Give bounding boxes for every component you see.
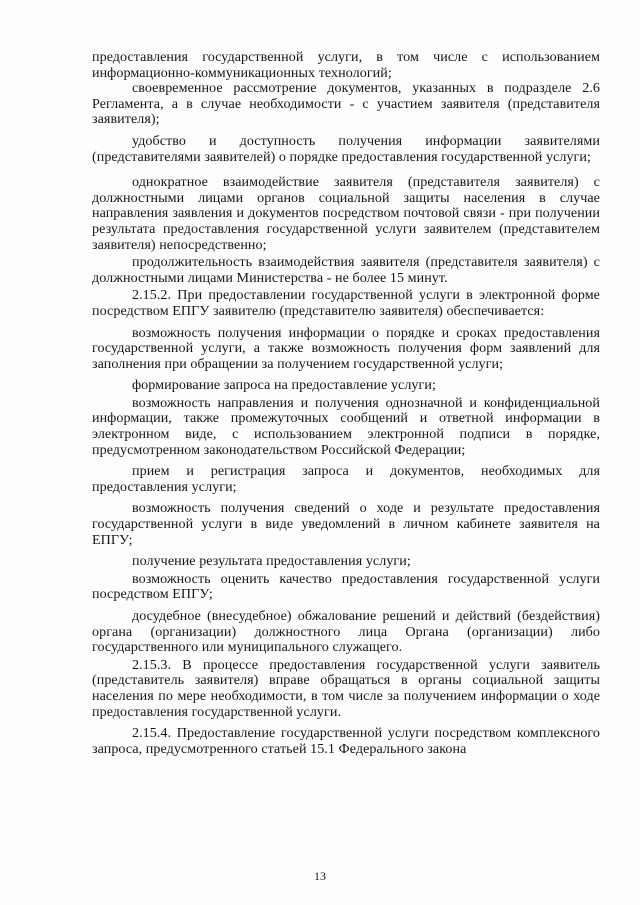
page-number: 13	[314, 869, 326, 883]
paragraph-7: возможность получения информации о порядке и сроках предоставления государственной услуги, а также возможность получения форм заявлений для заполнения при обращении за получением государственной услуги;	[92, 324, 600, 372]
paragraph-12: получение результата предоставления услуги;	[132, 553, 411, 570]
paragraph-1: предоставления государственной услуги, в том числе с использованием информационно-коммуникационных технологий;	[92, 49, 600, 81]
paragraph-16: 2.15.4. Предоставление государственной услуги посредством комплексного запроса, предусмотренного статьей 15.1 Федерального закона	[92, 725, 600, 757]
paragraph-3: удобство и доступность получения информации заявителями (представителями заявителей) о порядке предоставления государственной услуги;	[92, 132, 600, 165]
paragraph-9: возможность направления и получения однозначной и конфиденциальной информации, также промежуточных сообщений и ответной информации в электронном виде, с использованием электронной подписи в порядке, предусмотренном законодательством Российской Федерации;	[92, 394, 600, 458]
paragraph-15: 2.15.3. В процессе предоставления государственной услуги заявитель (представитель заявителя) вправе обращаться в органы социальной защиты населения по мере необходимости, в том числе за получением информации о ходе предоставления государственной услуги.	[92, 656, 600, 720]
paragraph-13: возможность оценить качество предоставления государственной услуги посредством ЕПГУ;	[92, 570, 600, 603]
paragraph-14: досудебное (внесудебное) обжалование решений и действий (бездействия) органа (организации) должностного лица Органа (организации) либо государственного или муниципального служащего.	[92, 608, 600, 656]
paragraph-6: 2.15.2. При предоставлении государственной услуги в электронной форме посредством ЕПГУ заявителю (представителю заявителя) обеспечивается:	[92, 287, 600, 319]
paragraph-4: однократное взаимодействие заявителя (представителя заявителя) с должностными лицами органов социальной защиты населения в случае направления заявления и документов посредством почтовой связи - при получении результата предоставления государственной услуги заявителем (представителем заявителя) непосредственно;	[92, 174, 600, 253]
paragraph-5: продолжительность взаимодействия заявителя (представителя заявителя) с должностными лицами Министерства - не более 15 минут.	[92, 254, 600, 286]
paragraph-10: прием и регистрация запроса и документов, необходимых для предоставления услуги;	[92, 463, 600, 495]
document-body	[92, 50, 600, 757]
paragraph-11: возможность получения сведений о ходе и результате предоставления государственной услуги в виде уведомлений в личном кабинете заявителя на ЕПГУ;	[92, 500, 600, 548]
paragraph-2: своевременное рассмотрение документов, указанных в подразделе 2.6 Регламента, а в случае необходимости - с участием заявителя (представителя заявителя);	[92, 80, 600, 128]
paragraph-8: формирование запроса на предоставление услуги;	[132, 377, 436, 394]
